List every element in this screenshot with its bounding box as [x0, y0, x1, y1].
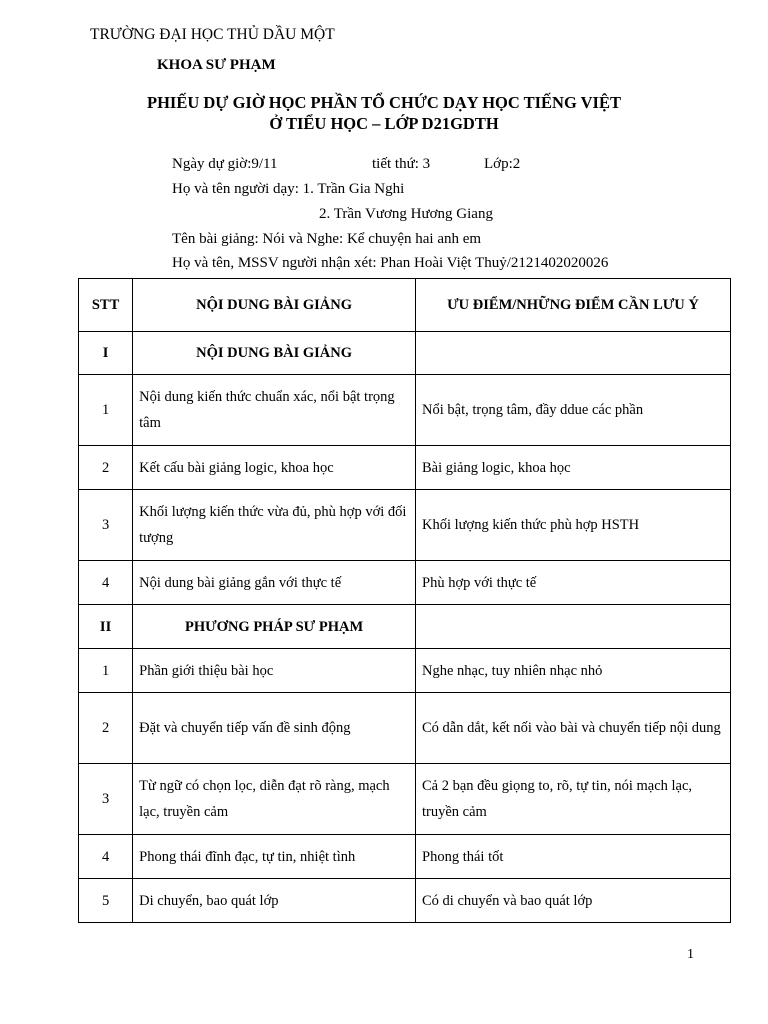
row-number: 2: [79, 446, 133, 490]
row-content: Di chuyển, bao quát lớp: [133, 879, 416, 923]
table-row: [79, 693, 731, 764]
row-number: 5: [79, 879, 133, 923]
row-number: 3: [79, 490, 133, 561]
row-note: Phù hợp với thực tế: [416, 561, 731, 605]
period-number: tiết thứ: 3: [372, 156, 431, 172]
row-content: Nội dung kiến thức chuẩn xác, nổi bật trọng tâm: [133, 375, 416, 446]
faculty-name: KHOA SƯ PHẠM: [157, 57, 276, 73]
section-number: II: [79, 605, 133, 649]
class-number: Lớp:2: [484, 156, 521, 172]
row-number: 4: [79, 561, 133, 605]
page-number: 1: [687, 947, 694, 962]
row-note: Có dẫn dắt, kết nối vào bài và chuyển tiếp nội dung: [416, 693, 731, 764]
header-content: NỘI DUNG BÀI GIẢNG: [133, 279, 416, 332]
row-content: Phần giới thiệu bài học: [133, 649, 416, 693]
row-number: 1: [79, 375, 133, 446]
row-note: Nghe nhạc, tuy nhiên nhạc nhỏ: [416, 649, 731, 693]
evaluation-table: [78, 278, 731, 923]
row-note: Phong thái tốt: [416, 835, 731, 879]
section-number: I: [79, 332, 133, 375]
section-note-empty: [416, 605, 731, 649]
row-note: Bài giảng logic, khoa học: [416, 446, 731, 490]
row-number: 1: [79, 649, 133, 693]
teacher-name-2: 2. Trần Vương Hương Giang: [319, 206, 493, 222]
reviewer-info: Họ và tên, MSSV người nhận xét: Phan Hoài Việt Thuỷ/2121402020026: [172, 255, 609, 271]
row-number: 4: [79, 835, 133, 879]
section-row: [79, 605, 731, 649]
row-note: Nổi bật, trọng tâm, đầy ddue các phần: [416, 375, 731, 446]
row-content: Kết cấu bài giảng logic, khoa học: [133, 446, 416, 490]
header-stt: STT: [79, 279, 133, 332]
row-note: Khối lượng kiến thức phù hợp HSTH: [416, 490, 731, 561]
header-note: ƯU ĐIỂM/NHỮNG ĐIỂM CẦN LƯU Ý: [416, 279, 731, 332]
university-name: TRƯỜNG ĐẠI HỌC THỦ DẦU MỘT: [90, 26, 335, 43]
row-number: 3: [79, 764, 133, 835]
row-number: 2: [79, 693, 133, 764]
row-content: Từ ngữ có chọn lọc, diễn đạt rõ ràng, mạch lạc, truyền cảm: [133, 764, 416, 835]
lesson-title: Tên bài giảng: Nói và Nghe: Kể chuyện hai anh em: [172, 231, 482, 247]
table-row: [79, 649, 731, 693]
row-content: Khối lượng kiến thức vừa đủ, phù hợp với đối tượng: [133, 490, 416, 561]
observation-date: Ngày dự giờ:9/11: [172, 156, 278, 172]
form-title-line2: Ở TIỂU HỌC – LỚP D21GDTH: [269, 114, 499, 133]
row-content: Nội dung bài giảng gắn với thực tế: [133, 561, 416, 605]
table-row: [79, 561, 731, 605]
table-header-row: [79, 279, 731, 332]
table-row: [79, 446, 731, 490]
row-content: Đặt và chuyển tiếp vấn đề sinh động: [133, 693, 416, 764]
section-title: NỘI DUNG BÀI GIẢNG: [133, 332, 416, 375]
row-content: Phong thái đĩnh đạc, tự tin, nhiệt tình: [133, 835, 416, 879]
row-note: Có di chuyển và bao quát lớp: [416, 879, 731, 923]
teacher-name-1: Họ và tên người dạy: 1. Trần Gia Nghi: [172, 181, 405, 197]
table-row: [79, 835, 731, 879]
row-note: Cả 2 bạn đều giọng to, rõ, tự tin, nói mạch lạc, truyền cảm: [416, 764, 731, 835]
form-title-line1: PHIẾU DỰ GIỜ HỌC PHẦN TỔ CHỨC DẠY HỌC TIẾNG VIỆT: [147, 93, 621, 112]
table-row: [79, 375, 731, 446]
table-row: [79, 879, 731, 923]
section-row: [79, 332, 731, 375]
table-row: [79, 764, 731, 835]
section-note-empty: [416, 332, 731, 375]
table-row: [79, 490, 731, 561]
section-title: PHƯƠNG PHÁP SƯ PHẠM: [133, 605, 416, 649]
